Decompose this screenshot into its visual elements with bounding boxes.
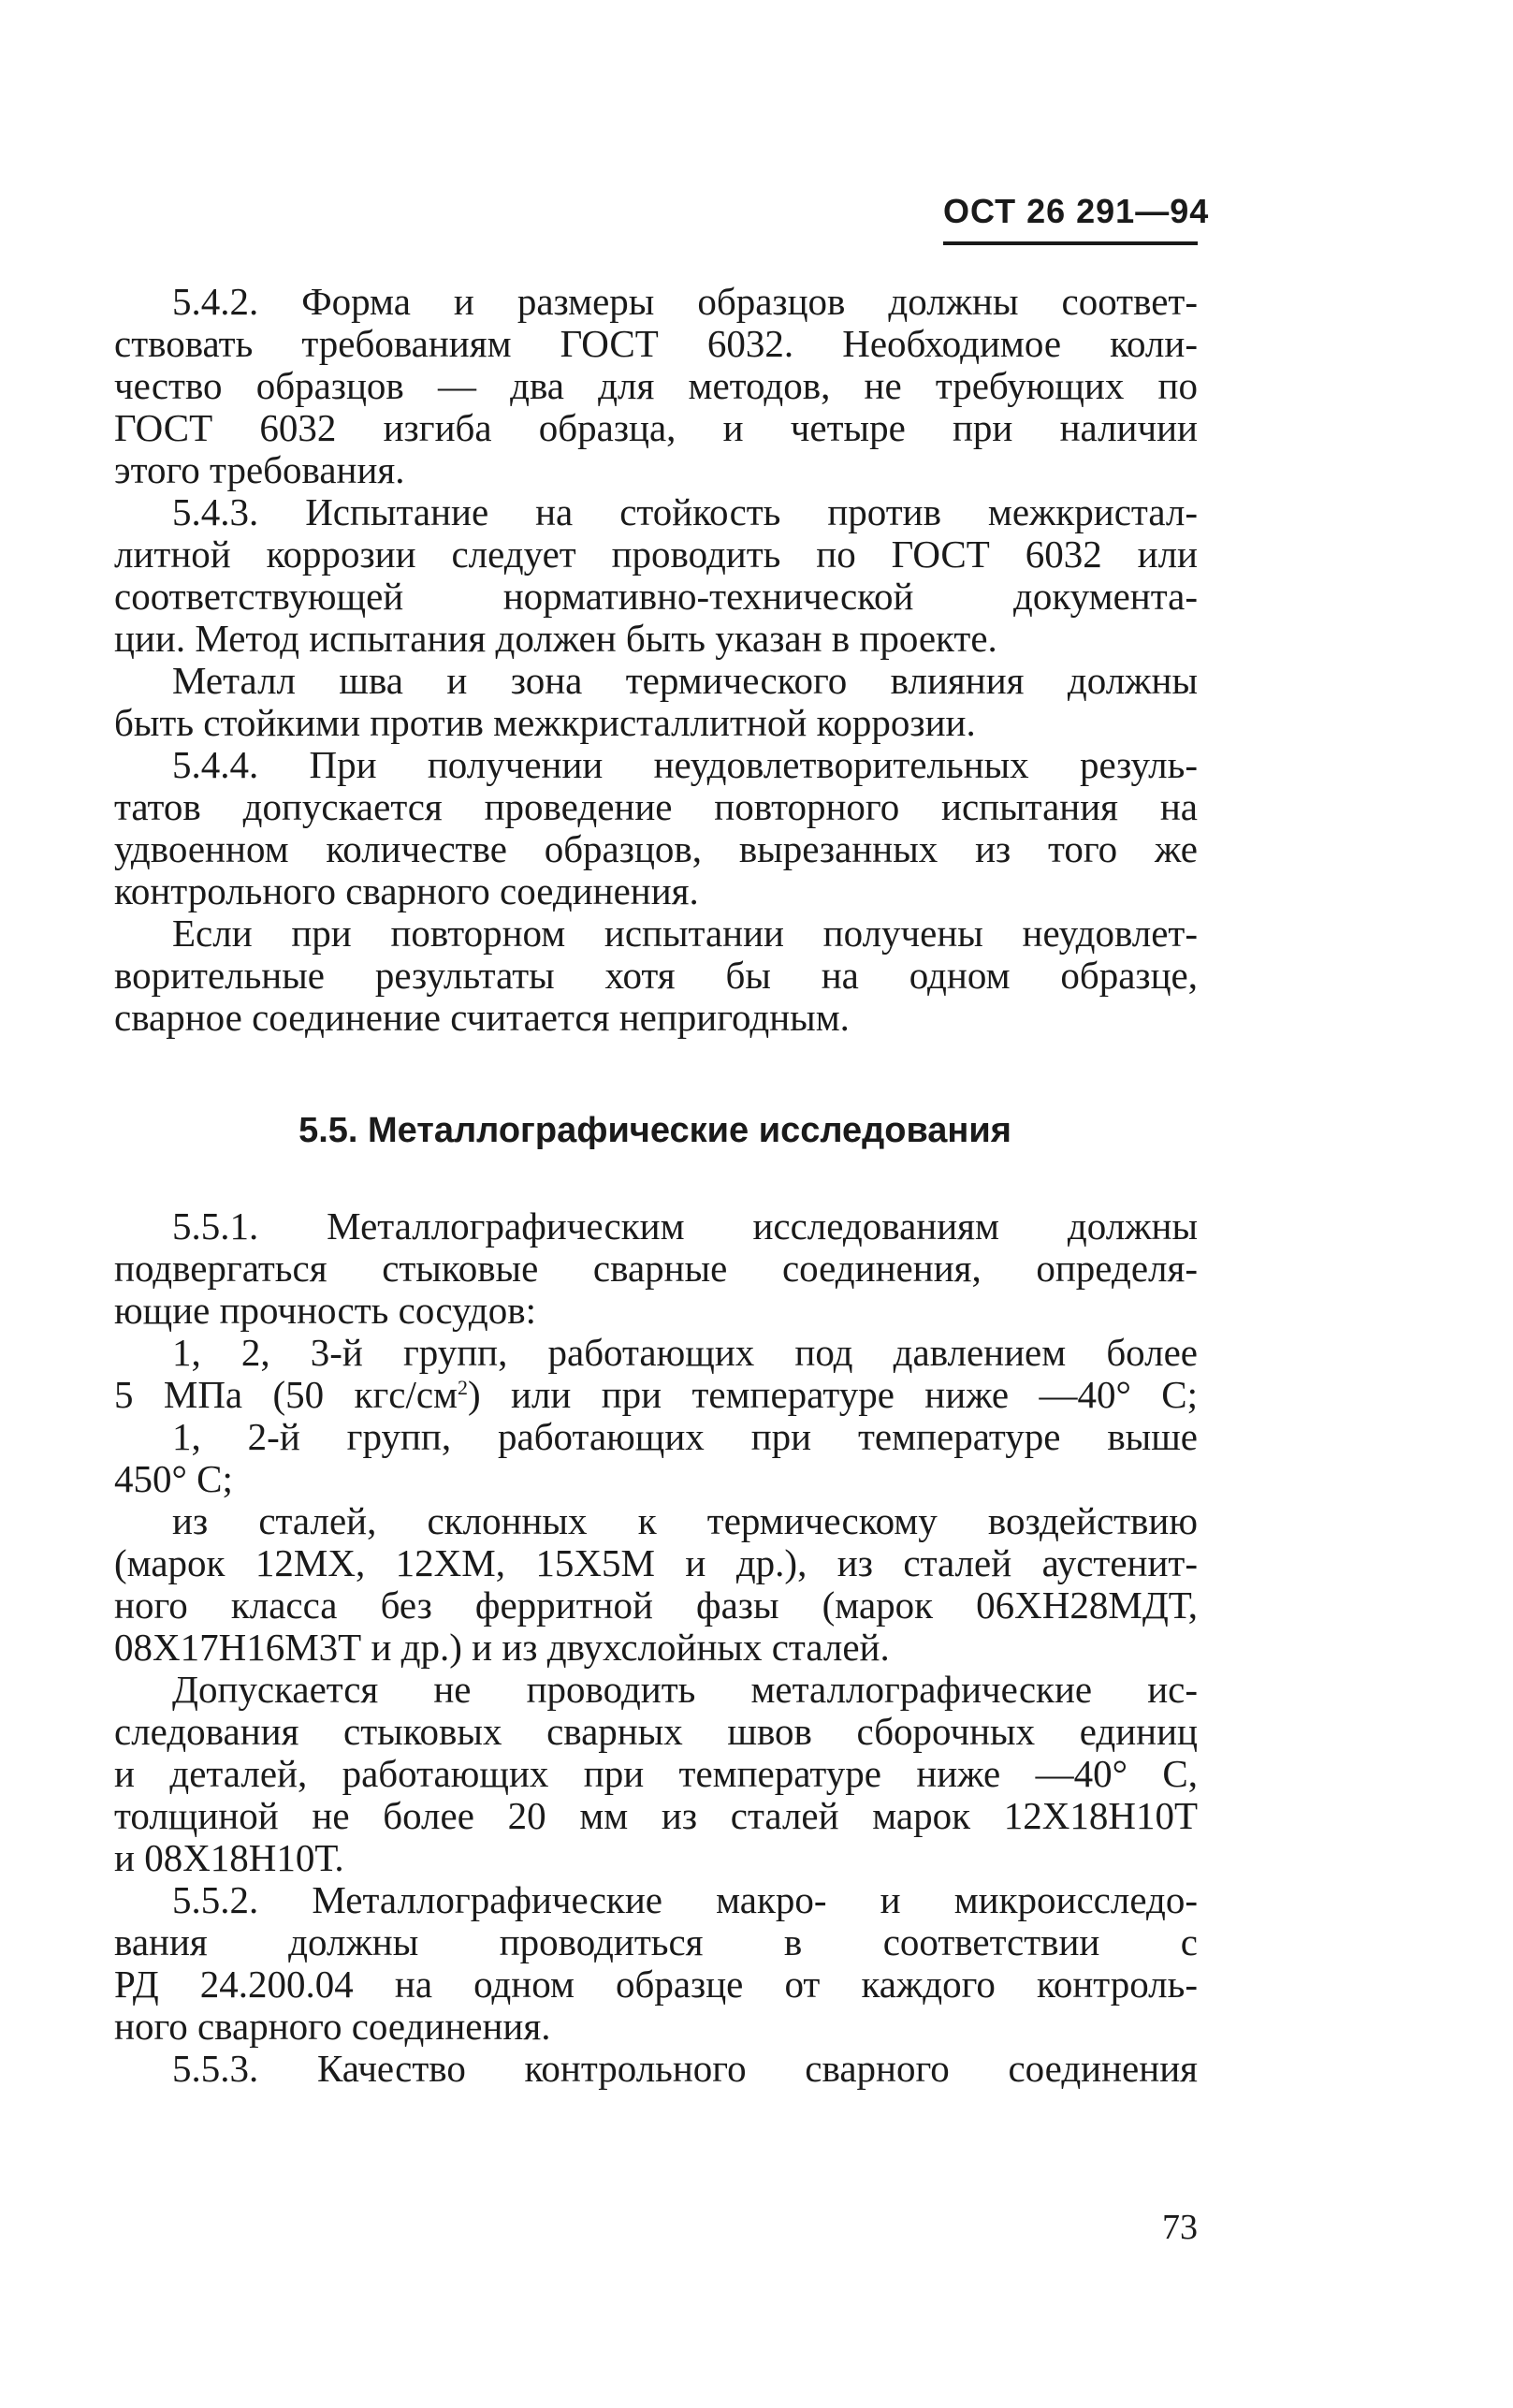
text-line: подвергаться стыковые сварные соединения, определя-: [114, 1247, 1198, 1290]
text-line: 5.4.3. Испытание на стойкость против межкристал-: [172, 490, 1198, 533]
text-line: сварное соединение считается непригодным.: [114, 996, 850, 1039]
text-line: 5.5.2. Металлографические макро- и микроисследо-: [172, 1878, 1198, 1921]
text-line: ного класса без ферритной фазы (марок 06ХН28МДТ,: [114, 1583, 1198, 1627]
text-line: удвоенном количестве образцов, вырезанных из того же: [114, 827, 1198, 870]
text-line: 5 МПа (50 кгс/$см^2$) или при температуре ниже —40° С;: [114, 1373, 1198, 1416]
text-line: ющие прочность сосудов:: [114, 1289, 537, 1332]
text-line: и деталей, работающих при температуре ниже —40° С,: [114, 1752, 1198, 1795]
text-line: 5.5.3. Качество контрольного сварного соединения: [172, 2047, 1198, 2090]
page-number: 73: [1162, 2208, 1198, 2247]
text-line: РД 24.200.04 на одном образце от каждого контроль-: [114, 1963, 1198, 2006]
text-line: ворительные результаты хотя бы на одном образце,: [114, 954, 1198, 997]
text-line: 1, 2, 3-й групп, работающих под давлением более: [172, 1331, 1198, 1374]
text-line: ции. Метод испытания должен быть указан в проекте.: [114, 617, 997, 660]
text-line: татов допускается проведение повторного испытания на: [114, 785, 1198, 828]
text-line: быть стойкими против межкристаллитной коррозии.: [114, 701, 976, 744]
text-line: 5.4.2. Форма и размеры образцов должны соответ-: [172, 280, 1198, 323]
text-line: ного сварного соединения.: [114, 2005, 551, 2048]
document-code: ОСТ 26 291—94: [943, 192, 1210, 230]
text-line: и 08Х18Н10Т.: [114, 1836, 344, 1879]
section-heading: 5.5. Металлографические исследования: [298, 1111, 1011, 1150]
text-line: Допускается не проводить металлографические ис-: [172, 1668, 1198, 1711]
text-line: толщиной не более 20 мм из сталей марок 12Х18Н10Т: [114, 1794, 1198, 1837]
header-rule: [943, 241, 1198, 245]
text-line: из сталей, склонных к термическому воздействию: [172, 1499, 1198, 1542]
text-line: литной коррозии следует проводить по ГОСТ 6032 или: [114, 533, 1198, 576]
text-line: чество образцов — два для методов, не требующих по: [114, 364, 1198, 407]
text-line: 08Х17Н16М3Т и др.) и из двухслойных сталей.: [114, 1626, 890, 1669]
text-line: соответствующей нормативно-технической документа-: [114, 575, 1198, 618]
text-line: ГОСТ 6032 изгиба образца, и четыре при наличии: [114, 406, 1198, 449]
text-block-5-5: [114, 1205, 1198, 2090]
text-line: следования стыковых сварных швов сборочных единиц: [114, 1710, 1198, 1753]
text-block-5-4: [114, 281, 1198, 1039]
text-line: контрольного сварного соединения.: [114, 869, 699, 912]
text-line: 5.4.4. При получении неудовлетворительных резуль-: [172, 743, 1198, 786]
text-line: 5.5.1. Металлографическим исследованиям должны: [172, 1204, 1198, 1248]
text-line: вания должны проводиться в соответствии с: [114, 1920, 1198, 1963]
text-line: 450° С;: [114, 1457, 233, 1500]
text-line: ствовать требованиям ГОСТ 6032. Необходимое коли-: [114, 322, 1198, 365]
text-line: 1, 2-й групп, работающих при температуре выше: [172, 1415, 1198, 1458]
text-line: этого требования.: [114, 448, 405, 491]
text-line: Металл шва и зона термического влияния должны: [172, 659, 1198, 702]
text-line: (марок 12МХ, 12ХМ, 15Х5М и др.), из сталей аустенит-: [114, 1541, 1198, 1584]
text-line: Если при повторном испытании получены неудовлет-: [172, 912, 1198, 955]
